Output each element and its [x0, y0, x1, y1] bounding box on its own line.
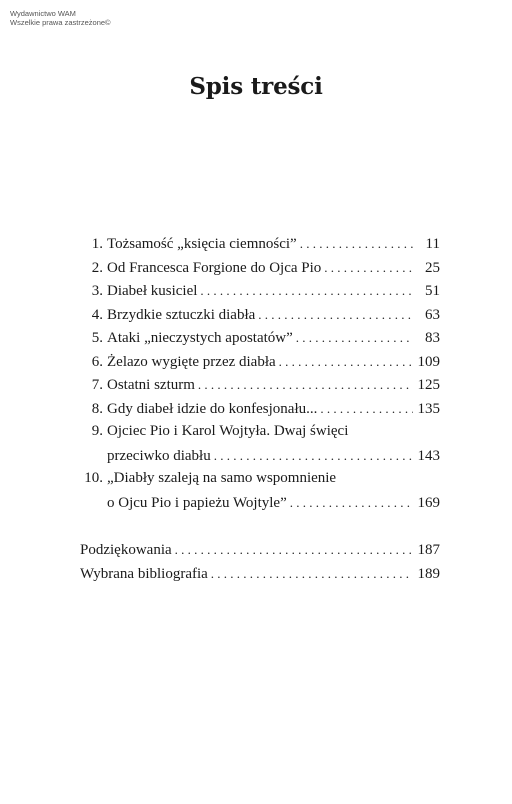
dot-leader	[279, 350, 413, 374]
chapter-title-line2: o Ojcu Pio i papieżu Wojtyle”	[107, 494, 287, 511]
dot-leader	[296, 326, 413, 350]
chapter-number: 6.	[91, 353, 103, 370]
section-title: Podziękowania	[80, 542, 172, 558]
page-number: 63	[425, 306, 440, 323]
dot-leader	[258, 303, 413, 327]
chapter-number: 5.	[91, 330, 103, 346]
chapter-number: 2.	[91, 259, 103, 276]
dot-leader	[320, 397, 413, 421]
dot-leader	[300, 232, 413, 256]
chapter-number: 8.	[91, 400, 103, 417]
chapter-number: 3.	[91, 283, 103, 299]
chapter-number: 9.	[91, 423, 103, 439]
dot-leader	[198, 373, 413, 397]
toc-entry	[80, 397, 440, 421]
chapter-number: 1.	[91, 236, 103, 252]
page-number: 51	[425, 283, 440, 299]
chapter-title-line1: „Diabły szaleją na samo wspomnienie	[107, 470, 337, 486]
chapter-title: Diabeł kusiciel	[107, 283, 198, 299]
page-number: 143	[417, 447, 440, 464]
chapter-title: Gdy diabeł idzie do konfesjonału...	[107, 400, 318, 417]
page-number: 125	[417, 377, 440, 393]
page-number: 187	[417, 542, 440, 558]
dot-leader	[290, 491, 413, 515]
chapter-title: Ataki „nieczystych apostatów”	[107, 330, 293, 346]
chapter-title: Tożsamość „księcia ciemności”	[107, 236, 297, 252]
section-title: Wybrana bibliografia	[80, 565, 208, 582]
chapter-title-line2: przeciwko diabłu	[107, 447, 211, 464]
page-number: 135	[417, 400, 440, 417]
copyright-notice: Wszelkie prawa zastrzeżone©	[10, 18, 111, 27]
chapter-title: Żelazo wygięte przez diabła	[107, 353, 276, 370]
page-number: 83	[425, 330, 440, 346]
chapter-number: 7.	[91, 377, 103, 393]
page-number: 169	[417, 494, 440, 511]
chapter-title: Ostatni szturm	[107, 377, 195, 393]
dot-leader	[175, 538, 413, 562]
dot-leader	[324, 256, 413, 280]
toc-entry	[80, 350, 440, 374]
chapter-number: 4.	[91, 306, 103, 323]
chapter-title: Brzydkie sztuczki diabła	[107, 306, 256, 323]
toc-entry-bibliography	[80, 562, 440, 586]
page-number: 25	[425, 259, 440, 276]
page-number: 189	[417, 565, 440, 582]
toc-entry	[80, 256, 440, 280]
dot-leader	[200, 279, 413, 303]
toc-entry	[80, 303, 440, 327]
toc-entry	[80, 326, 440, 350]
publisher-name: Wydawnictwo WAM	[10, 9, 76, 18]
page-number: 109	[417, 353, 440, 370]
page-title: Spis treści	[189, 73, 323, 100]
page-number: 11	[425, 236, 440, 252]
chapter-title: Od Francesca Forgione do Ojca Pio	[107, 259, 322, 276]
dot-leader	[214, 444, 413, 468]
table-of-contents	[80, 232, 440, 585]
toc-entry	[80, 467, 440, 514]
toc-entry-acknowledgements	[80, 538, 440, 562]
toc-entry	[80, 420, 440, 467]
chapter-title-line1: Ojciec Pio i Karol Wojtyła. Dwaj święci	[107, 423, 349, 439]
publisher-notice	[10, 9, 111, 27]
toc-entry	[80, 279, 440, 303]
toc-entry	[80, 232, 440, 256]
chapter-number: 10.	[84, 470, 103, 486]
dot-leader	[211, 562, 413, 586]
toc-entry	[80, 373, 440, 397]
